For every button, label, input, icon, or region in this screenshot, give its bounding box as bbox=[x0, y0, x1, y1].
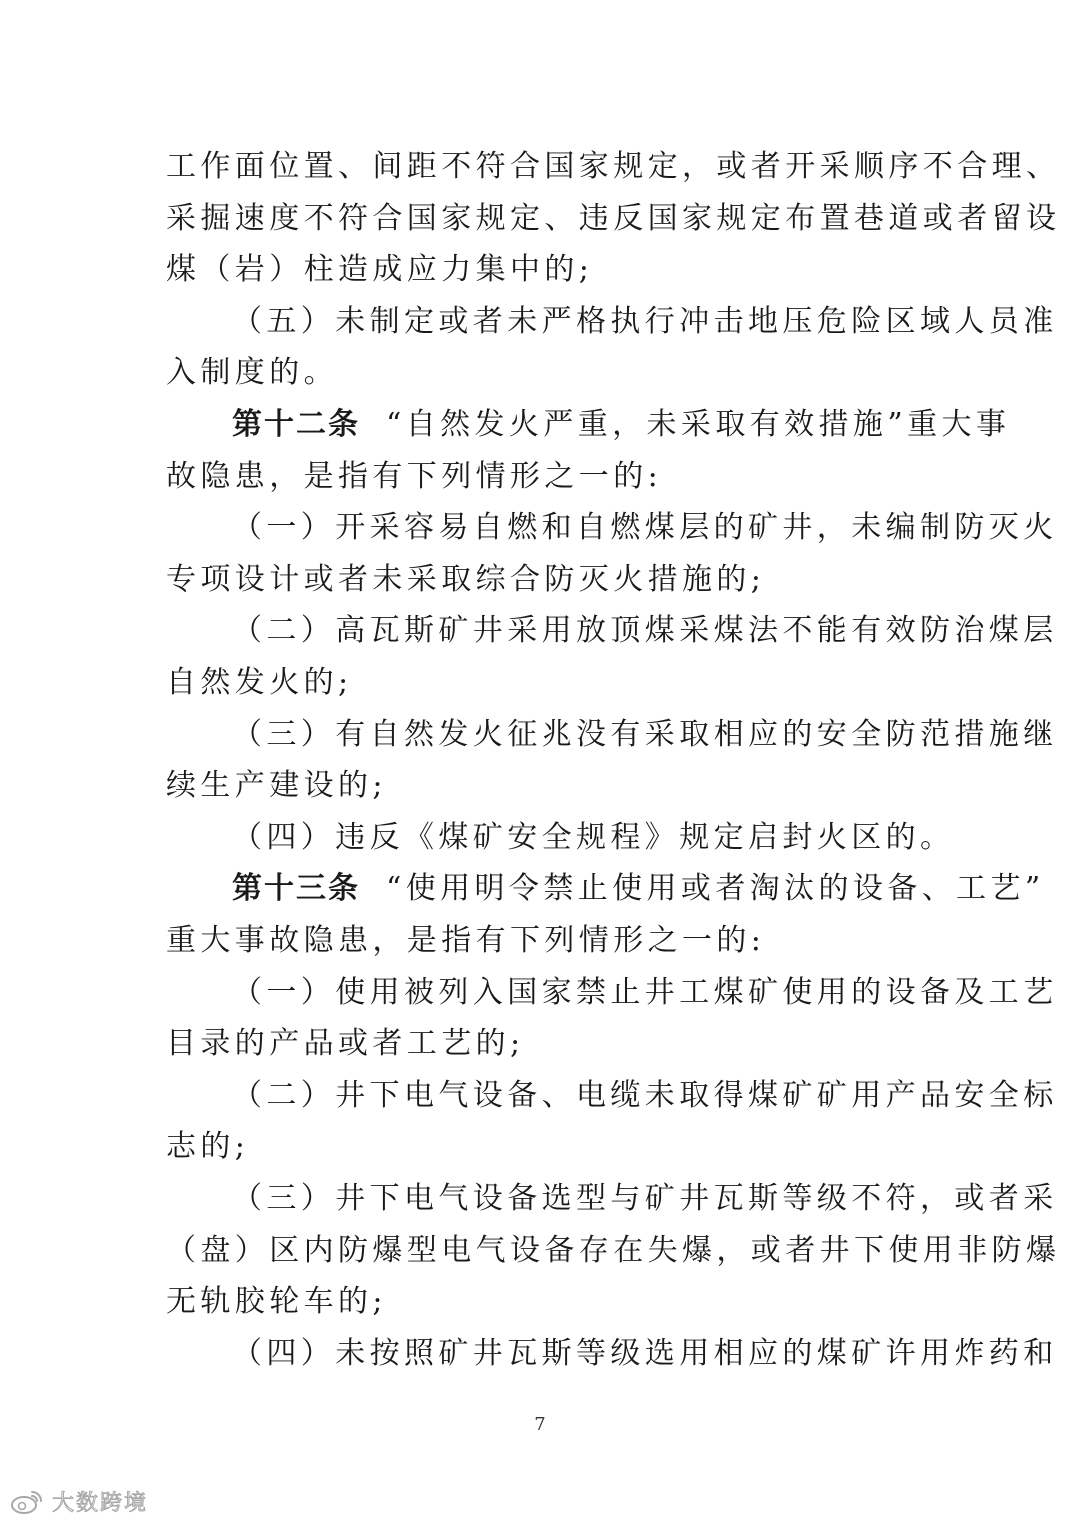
paragraph-line bbox=[166, 199, 1060, 239]
line-text: 煤（岩）柱造成应力集中的; bbox=[166, 252, 594, 288]
article-line bbox=[232, 405, 1010, 445]
line-text: （五）未制定或者未严格执行冲击地压危险区域人员准 bbox=[232, 303, 1058, 339]
line-text: 续生产建设的; bbox=[166, 768, 387, 804]
paragraph-line bbox=[166, 766, 387, 806]
line-text: （二）高瓦斯矿井采用放顶煤采煤法不能有效防治煤层 bbox=[232, 613, 1058, 649]
article-heading: 第十三条 bbox=[232, 871, 360, 907]
paragraph-line bbox=[166, 457, 662, 497]
watermark-text: 大数跨境 bbox=[52, 1491, 149, 1516]
article-heading: 第十二条 bbox=[232, 407, 360, 442]
paragraph-line bbox=[166, 663, 353, 703]
paragraph-line bbox=[232, 508, 1058, 548]
page-number: 7 bbox=[534, 1414, 546, 1435]
paragraph-line bbox=[166, 1024, 525, 1064]
paragraph-line bbox=[232, 1076, 1058, 1116]
paragraph-line bbox=[166, 250, 593, 290]
line-text: （三）井下电气设备选型与矿井瓦斯等级不符，或者采 bbox=[232, 1181, 1058, 1216]
line-text: 重大事故隐患，是指有下列情形之一的: bbox=[166, 923, 766, 958]
line-text: 采掘速度不符合国家规定、违反国家规定布置巷道或者留设 bbox=[166, 200, 1061, 236]
line-text: 志的; bbox=[166, 1129, 250, 1165]
line-text: 专项设计或者未采取综合防灭火措施的; bbox=[166, 561, 766, 597]
paragraph-line bbox=[232, 302, 1058, 342]
weibo-logo-icon bbox=[10, 1489, 44, 1515]
line-text: （四）未按照矿井瓦斯等级选用相应的煤矿许用炸药和 bbox=[232, 1335, 1058, 1371]
line-text: 故隐患，是指有下列情形之一的: bbox=[166, 458, 663, 494]
paragraph-line bbox=[232, 1179, 1058, 1219]
paragraph-line bbox=[166, 921, 765, 961]
paragraph-line bbox=[232, 611, 1058, 651]
line-text: （一）开采容易自燃和自燃煤层的矿井，未编制防灭火 bbox=[232, 510, 1058, 546]
paragraph-line bbox=[166, 1231, 1060, 1271]
paragraph-line bbox=[166, 147, 1060, 187]
line-text: 入制度的。 bbox=[166, 355, 338, 391]
line-text: （盘）区内防爆型电气设备存在失爆，或者井下使用非防爆 bbox=[166, 1232, 1061, 1268]
line-text: （四）违反《煤矿安全规程》规定启封火区的。 bbox=[232, 819, 955, 855]
paragraph-line bbox=[166, 560, 765, 600]
line-text: （三）有自然发火征兆没有采取相应的安全防范措施继 bbox=[232, 716, 1058, 752]
paragraph-line bbox=[166, 353, 338, 393]
paragraph-line bbox=[232, 715, 1058, 755]
line-text: 工作面位置、间距不符合国家规定，或者开采顺序不合理、 bbox=[166, 149, 1061, 184]
paragraph-line bbox=[232, 1334, 1058, 1374]
watermark bbox=[10, 1486, 148, 1517]
line-text: （二）井下电气设备、电缆未取得煤矿矿用产品安全标 bbox=[232, 1077, 1058, 1113]
article-line bbox=[232, 869, 1045, 909]
line-text: “使用明令禁止使用或者淘汰的设备、工艺” bbox=[386, 871, 1045, 907]
paragraph-line bbox=[166, 1127, 249, 1167]
paragraph-line bbox=[232, 973, 1058, 1013]
line-text: 无轨胶轮车的; bbox=[166, 1284, 387, 1320]
line-text: 目录的产品或者工艺的; bbox=[166, 1026, 525, 1062]
paragraph-line bbox=[166, 1282, 387, 1322]
line-text: “自然发火严重，未采取有效措施”重大事 bbox=[386, 407, 1011, 442]
line-text: 自然发火的; bbox=[166, 665, 353, 700]
paragraph-line bbox=[232, 818, 954, 858]
line-text: （一）使用被列入国家禁止井工煤矿使用的设备及工艺 bbox=[232, 974, 1058, 1010]
